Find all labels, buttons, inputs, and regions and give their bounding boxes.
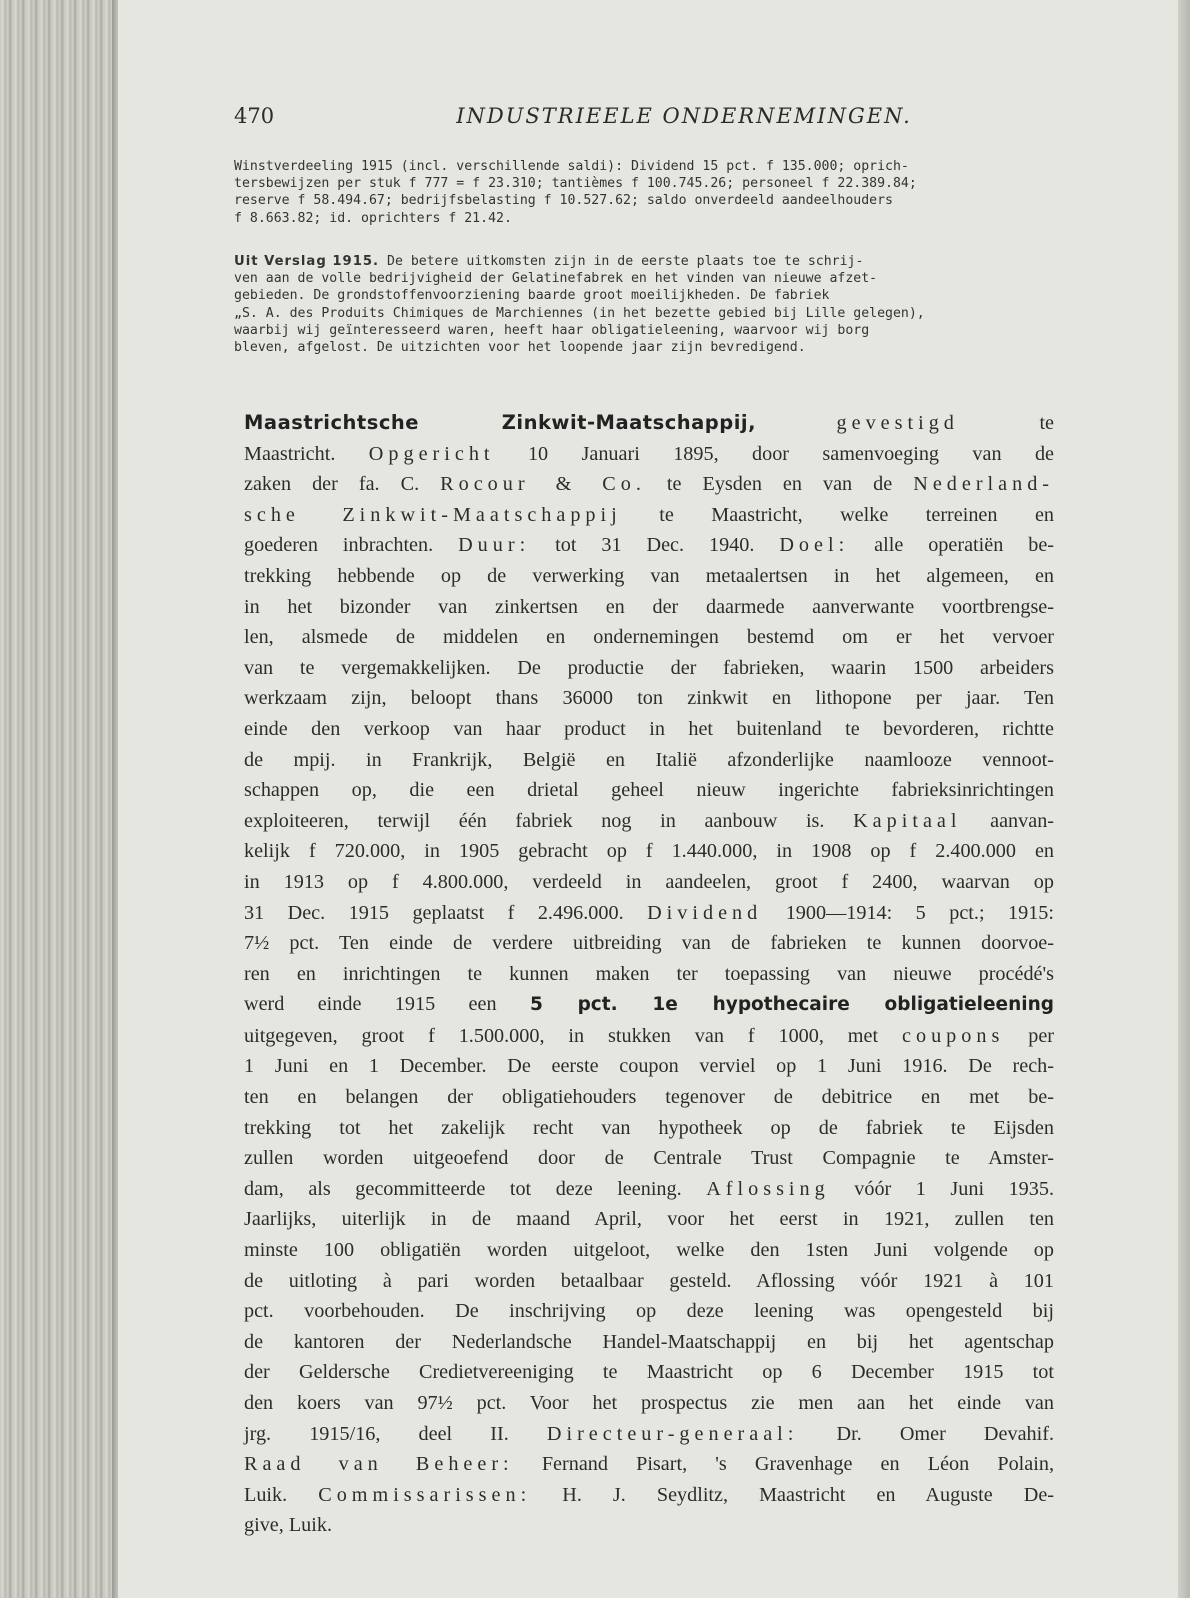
text-line: kelijk f 720.000, in 1905 gebracht op f 1.440.000, in 1908 op f 2.400.000 en — [244, 840, 1054, 863]
text-line: de mpij. in Frankrijk, België en Italië afzonderlijke naamlooze vennoot- — [244, 748, 1054, 771]
text-line: trekking hebbende op de verwerking van metaalertsen in het algemeen, en — [244, 564, 1054, 587]
text-line: „S. A. des Produits Chimiques de Marchiennes (in het bezette gebied bij Lille gelegen), — [234, 305, 925, 321]
text-line: ten en belangen der obligatiehouders tegenover de debitrice en met be- — [244, 1086, 1054, 1109]
text-line: give, Luik. — [244, 1514, 333, 1537]
field-label: Dividend — [647, 901, 763, 924]
text-line: in het bizonder van zinkertsen en der daarmede aanverwante voortbrengse- — [244, 595, 1054, 618]
running-header — [234, 100, 1134, 140]
text-line: 1 Juni en 1 December. De eerste coupon verviel op 1 Juni 1916. De rech- — [244, 1055, 1054, 1078]
text-line: Jaarlijks, uiterlijk in de maand April, voor het eerst in 1921, zullen ten — [244, 1208, 1054, 1231]
verslag-paragraph — [234, 253, 1054, 356]
text-line: den koers van 97½ pct. Voor het prospectus zie men aan het einde van — [244, 1392, 1054, 1414]
field-label: Directeur-generaal: — [546, 1422, 799, 1445]
text-line: goederen inbrachten. Duur: tot 31 Dec. 1940. Doel: alle operatiën be- — [244, 534, 1055, 557]
book-spine-edge — [0, 0, 118, 1598]
loan-title: 5 pct. 1e hypothecaire obligatieleening — [529, 994, 1055, 1016]
text-line: Luik. Commissarissen: H. J. Seydlitz, Maastricht en Auguste De- — [244, 1483, 1055, 1506]
text-line: sche Zinkwit-Maatschappij te Maastricht, welke terreinen en — [244, 503, 1055, 526]
text-line: uitgegeven, groot f 1.500.000, in stukken van f 1000, met coupons per — [244, 1024, 1055, 1047]
text-line: Maastrichtsche Zinkwit-Maatschappij, gevestigd te — [244, 411, 1055, 434]
company-name: Maastrichtsche Zinkwit-Maatschappij, — [244, 411, 756, 434]
text-line: exploiteeren, terwijl één fabriek nog in aanbouw is. Kapitaal aanvan- — [244, 809, 1055, 832]
text-line: f 8.663.82; id. oprichters f 21.42. — [234, 210, 512, 226]
text-line: reserve f 58.494.67; bedrijfsbelasting f 10.527.62; saldo onverdeeld aandeelhouders — [234, 193, 893, 209]
text-line: Raad van Beheer: Fernand Pisart, 's Gravenhage en Léon Polain, — [244, 1453, 1054, 1476]
page-number: 470 — [234, 104, 275, 128]
text-line: len, alsmede de middelen en ondernemingen bestemd om er het vervoer — [244, 626, 1054, 649]
field-label: Raad van Beheer: — [244, 1453, 514, 1476]
text-line: 31 Dec. 1915 geplaatst f 2.496.000. Dividend 1900—1914: 5 pct.; 1915: — [244, 901, 1054, 924]
text-line: ren en inrichtingen te kunnen maken ter toepassing van nieuwe procédé's — [244, 962, 1054, 985]
field-label: Kapitaal — [853, 809, 962, 832]
text-line: Maastricht. Opgericht 10 Januari 1895, door samenvoeging van de — [244, 442, 1055, 465]
text-line: pct. voorbehouden. De inschrijving op deze leening was opengesteld bij — [244, 1300, 1054, 1323]
field-label: Duur: — [458, 534, 531, 557]
text-line: Winstverdeeling 1915 (incl. verschillende saldi): Dividend 15 pct. f 135.000; oprich- — [234, 159, 909, 174]
company-entry — [244, 408, 1054, 1541]
text-line: werd einde 1915 een 5 pct. 1e hypothecaire obligatieleening — [244, 993, 1055, 1016]
field-label: Commissarissen: — [318, 1483, 532, 1506]
text-line: schappen op, die een drietal geheel nieuw ingerichte fabrieksinrichtingen — [244, 779, 1054, 802]
text-line: van te vergemakkelijken. De productie der fabrieken, waarin 1500 arbeiders — [244, 656, 1054, 679]
text-line: werkzaam zijn, beloopt thans 36000 ton zinkwit en lithopone per jaar. Ten — [244, 687, 1054, 710]
field-label: coupons — [902, 1024, 1005, 1047]
text-line: der Geldersche Credietvereeniging te Maastricht op 6 December 1915 tot — [244, 1361, 1054, 1384]
text-line: gebieden. De grondstoffenvoorziening baarde groot moeilijkheden. De fabriek — [234, 288, 830, 304]
text-line: zullen worden uitgeoefend door de Centrale Trust Compagnie te Amster- — [244, 1147, 1054, 1170]
field-label: Opgericht — [368, 442, 495, 465]
running-title: INDUSTRIEELE ONDERNEMINGEN. — [456, 104, 912, 128]
text-line: ven aan de volle bedrijvigheid der Gelatinefabrek en het vinden van nieuwe afzet- — [234, 271, 878, 287]
text-line: de kantoren der Nederlandsche Handel-Maatschappij en bij het agentschap — [244, 1330, 1054, 1353]
text-line: 7½ pct. Ten einde de verdere uitbreiding van de fabrieken te kunnen doorvoe- — [244, 932, 1054, 955]
text-line: bleven, afgelost. De uitzichten voor het loopende jaar zijn bevredigend. — [234, 340, 806, 356]
page-right-edge — [1178, 0, 1190, 1598]
text-line: in 1913 op f 4.800.000, verdeeld in aandeelen, groot f 2400, waarvan op — [244, 870, 1054, 893]
text-line: Uit Verslag 1915. De betere uitkomsten zijn in de eerste plaats toe te schrij- — [234, 254, 864, 269]
text-line: trekking tot het zakelijk recht van hypotheek op de fabriek te Eijsden — [244, 1116, 1054, 1139]
verslag-heading: Uit Verslag 1915. — [234, 254, 380, 269]
page — [118, 0, 1178, 1598]
text-line: jrg. 1915/16, deel II. Directeur-generaal: Dr. Omer Devahif. — [244, 1422, 1054, 1445]
text-line: de uitloting à pari worden betaalbaar gesteld. Aflossing vóór 1921 à 101 — [244, 1269, 1054, 1292]
text-line: einde den verkoop van haar product in het buitenland te bevorderen, richtte — [244, 717, 1054, 740]
text-line: waarbij wij geïnteresseerd waren, heeft haar obligatieleening, waarvoor wij borg — [234, 322, 870, 338]
text-line: dam, als gecommitteerde tot deze leening. Aflossing vóór 1 Juni 1935. — [244, 1177, 1055, 1200]
field-label: Aflossing — [706, 1177, 830, 1200]
text-line: tersbewijzen per stuk f 777 = f 23.310; tantièmes f 100.745.26; personeel f 22.389.84; — [234, 176, 917, 192]
text-line: zaken der fa. C. Rocour & Co. te Eysden en van de Nederland- — [244, 473, 1055, 496]
winstverdeeling-paragraph — [234, 158, 1054, 227]
text-line: minste 100 obligatiën worden uitgeloot, welke den 1sten Juni volgende op — [244, 1239, 1054, 1262]
field-label: Doel: — [779, 534, 850, 557]
